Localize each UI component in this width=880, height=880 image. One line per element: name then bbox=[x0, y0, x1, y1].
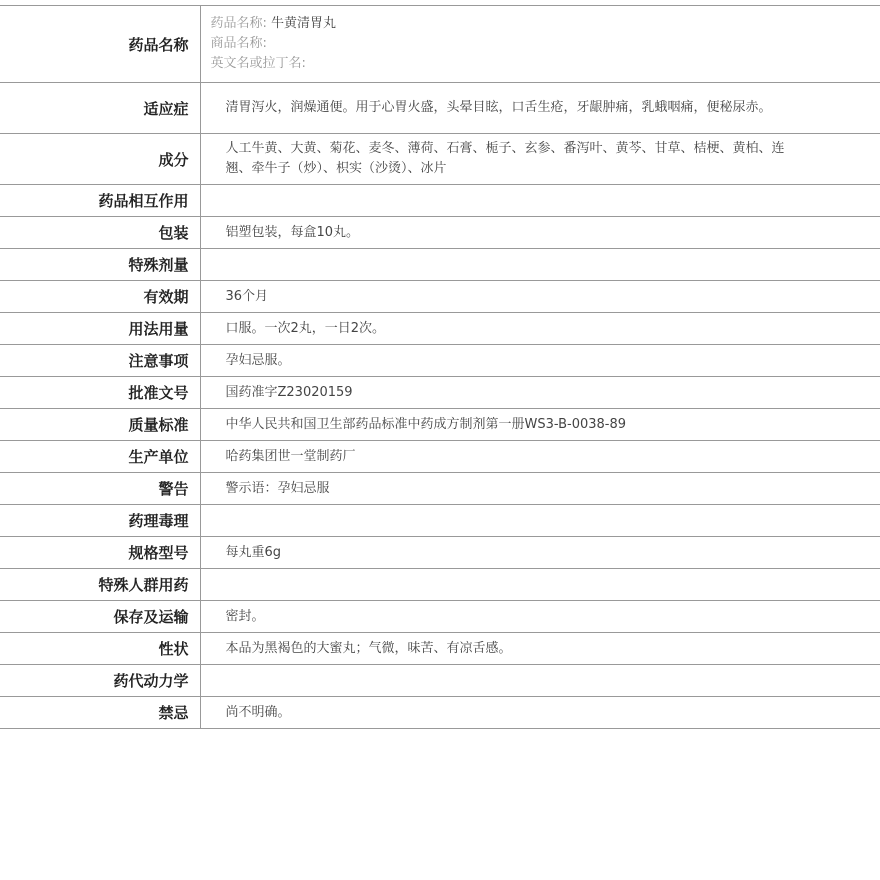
spec-row-drug-name bbox=[0, 6, 880, 83]
english-name-key: 英文名或拉丁名: bbox=[210, 56, 306, 71]
spec-value: 人工牛黄、大黄、菊花、麦冬、薄荷、石膏、栀子、玄参、番泻叶、黄芩、甘草、桔梗、黄柏、连翘、牵牛子（炒）、枳实（沙烫）、冰片 bbox=[200, 134, 880, 185]
spec-label: 特殊剂量 bbox=[0, 249, 200, 281]
drug-spec-table bbox=[0, 5, 880, 729]
spec-value: 口服。一次2丸，一日2次。 bbox=[200, 313, 880, 345]
spec-label: 禁忌 bbox=[0, 697, 200, 729]
trade-name-line bbox=[211, 34, 791, 54]
spec-row-shelf-life bbox=[0, 281, 880, 313]
spec-row-pharmacology bbox=[0, 505, 880, 537]
spec-label: 注意事项 bbox=[0, 345, 200, 377]
trade-name-key: 商品名称: bbox=[210, 36, 267, 51]
spec-row-description bbox=[0, 633, 880, 665]
spec-label: 成分 bbox=[0, 134, 200, 185]
spec-label: 药品相互作用 bbox=[0, 185, 200, 217]
spec-value bbox=[200, 569, 880, 601]
spec-value: 哈药集团世一堂制药厂 bbox=[200, 441, 880, 473]
common-name-line bbox=[211, 14, 791, 34]
english-name-line bbox=[211, 54, 791, 74]
spec-label: 适应症 bbox=[0, 83, 200, 134]
common-name-value: 牛黄清胃丸 bbox=[271, 16, 337, 31]
spec-value: 孕妇忌服。 bbox=[200, 345, 880, 377]
spec-row-warning bbox=[0, 473, 880, 505]
spec-row-storage bbox=[0, 601, 880, 633]
spec-value bbox=[200, 665, 880, 697]
spec-row-precautions bbox=[0, 345, 880, 377]
spec-label: 批准文号 bbox=[0, 377, 200, 409]
spec-value: 清胃泻火，润燥通便。用于心胃火盛，头晕目眩，口舌生疮，牙龈肿痛，乳蛾咽痛，便秘尿赤。 bbox=[200, 83, 880, 134]
spec-label: 性状 bbox=[0, 633, 200, 665]
spec-label: 药品名称 bbox=[0, 6, 200, 83]
spec-label: 生产单位 bbox=[0, 441, 200, 473]
spec-row-special-dosage bbox=[0, 249, 880, 281]
spec-value: 警示语：孕妇忌服 bbox=[200, 473, 880, 505]
spec-value: 尚不明确。 bbox=[200, 697, 880, 729]
spec-label: 特殊人群用药 bbox=[0, 569, 200, 601]
spec-row-manufacturer bbox=[0, 441, 880, 473]
spec-label: 警告 bbox=[0, 473, 200, 505]
spec-row-specification bbox=[0, 537, 880, 569]
spec-value: 密封。 bbox=[200, 601, 880, 633]
spec-value bbox=[200, 185, 880, 217]
spec-row-pharmacokinetics bbox=[0, 665, 880, 697]
spec-value: 每丸重6g bbox=[200, 537, 880, 569]
spec-row-contraindications bbox=[0, 697, 880, 729]
spec-value: 国药准字Z23020159 bbox=[200, 377, 880, 409]
spec-label: 药理毒理 bbox=[0, 505, 200, 537]
spec-row-special-populations bbox=[0, 569, 880, 601]
spec-value: 中华人民共和国卫生部药品标准中药成方制剂第一册WS3-B-0038-89 bbox=[200, 409, 880, 441]
spec-row-packaging bbox=[0, 217, 880, 249]
spec-row-quality-standard bbox=[0, 409, 880, 441]
spec-row-interactions bbox=[0, 185, 880, 217]
spec-value: 本品为黑褐色的大蜜丸；气微，味苦、有凉舌感。 bbox=[200, 633, 880, 665]
spec-value: 铝塑包装，每盒10丸。 bbox=[200, 217, 880, 249]
spec-label: 包装 bbox=[0, 217, 200, 249]
spec-label: 质量标准 bbox=[0, 409, 200, 441]
spec-row-ingredients bbox=[0, 134, 880, 185]
spec-row-indications bbox=[0, 83, 880, 134]
spec-value bbox=[200, 249, 880, 281]
spec-value: 36个月 bbox=[200, 281, 880, 313]
spec-row-dosage bbox=[0, 313, 880, 345]
spec-label: 保存及运输 bbox=[0, 601, 200, 633]
spec-label: 规格型号 bbox=[0, 537, 200, 569]
common-name-key: 药品名称: bbox=[210, 16, 267, 31]
spec-label: 有效期 bbox=[0, 281, 200, 313]
spec-label: 药代动力学 bbox=[0, 665, 200, 697]
spec-value bbox=[200, 505, 880, 537]
spec-label: 用法用量 bbox=[0, 313, 200, 345]
drug-name-cell bbox=[200, 6, 880, 83]
spec-row-approval-number bbox=[0, 377, 880, 409]
